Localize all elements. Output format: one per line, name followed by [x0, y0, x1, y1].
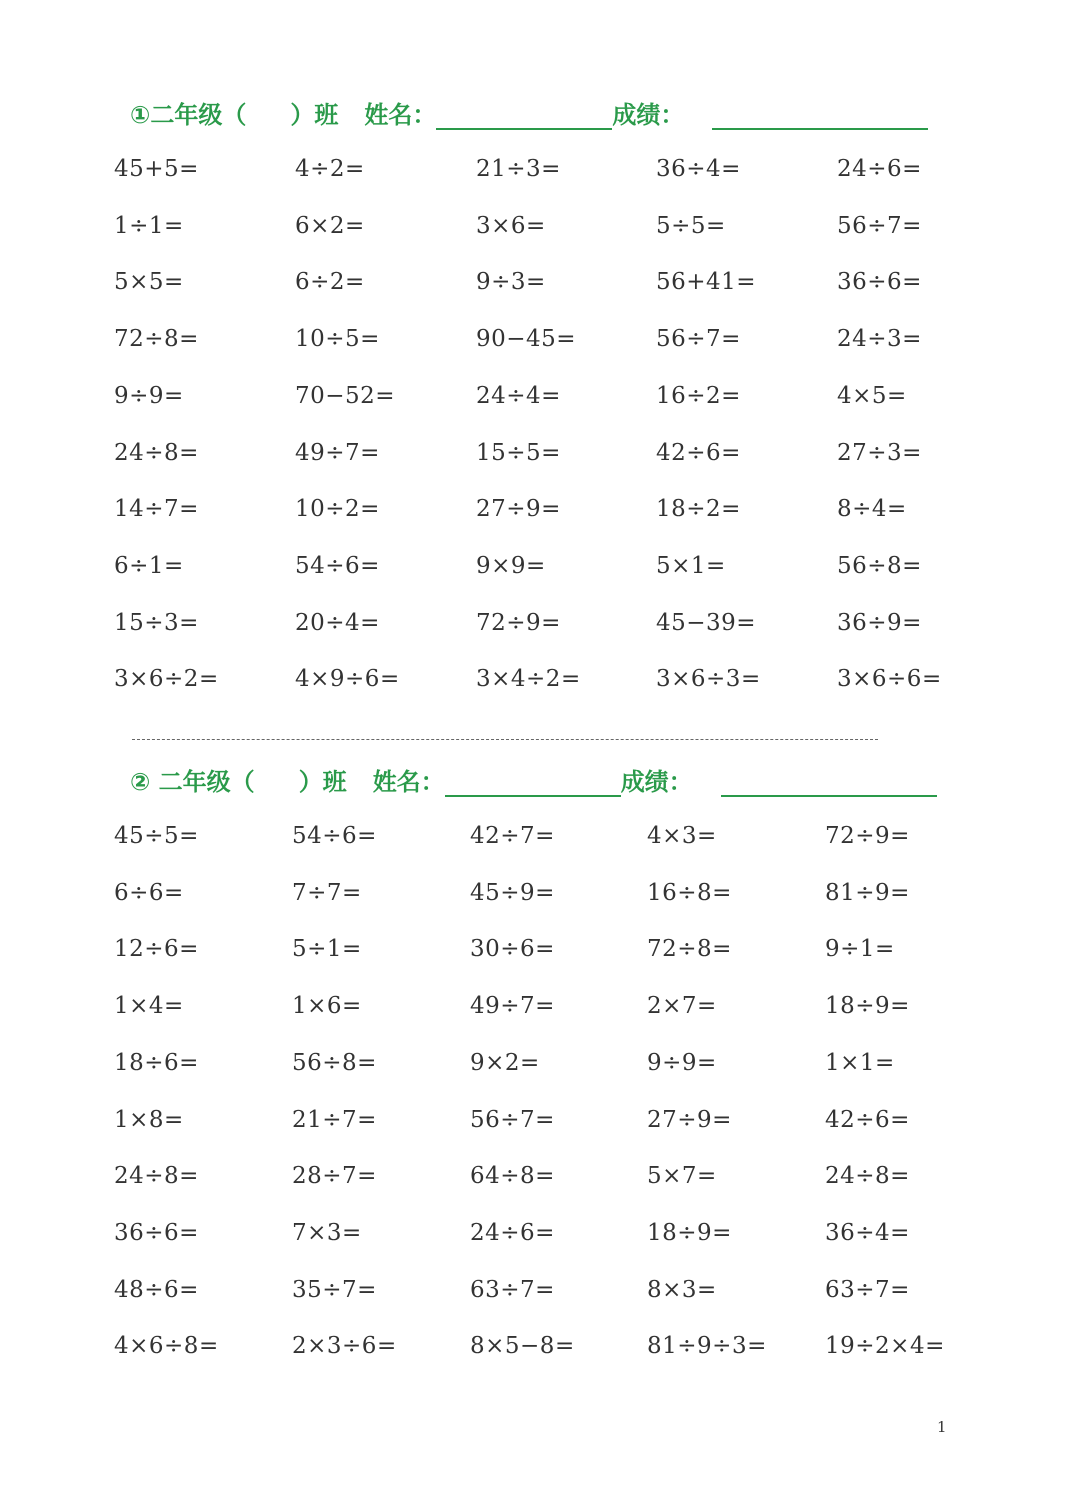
- math-problem: 6÷2=: [295, 269, 365, 296]
- math-problem: 14÷7=: [114, 496, 199, 523]
- sheet-2-grade-label: ② 二年级（: [130, 768, 255, 796]
- math-problem: 21÷7=: [292, 1106, 377, 1133]
- math-problem: 3×4÷2=: [476, 666, 581, 693]
- problem-row: [0, 269, 1080, 309]
- problem-row: [0, 1163, 1080, 1203]
- sheet-1-name-label: 姓名：: [364, 101, 437, 129]
- math-problem: 42÷6=: [656, 439, 741, 466]
- sheet-1-score-field[interactable]: [712, 102, 928, 130]
- math-problem: 3×6=: [476, 212, 546, 239]
- math-problem: 1×6=: [292, 993, 362, 1020]
- math-problem: 19÷2×4=: [825, 1333, 945, 1360]
- math-problem: 28÷7=: [292, 1163, 377, 1190]
- sheet-2-name-label: 姓名：: [372, 768, 445, 796]
- math-problem: 3×6÷3=: [656, 666, 761, 693]
- math-problem: 5×5=: [114, 269, 184, 296]
- math-problem: 16÷8=: [647, 879, 732, 906]
- math-problem: 45+5=: [114, 156, 199, 182]
- math-problem: 2×3÷6=: [292, 1333, 397, 1360]
- page-number: 1: [937, 1418, 947, 1436]
- problem-row: [0, 610, 1080, 650]
- math-problem: 54÷6=: [292, 823, 377, 849]
- math-problem: 70−52=: [295, 382, 396, 409]
- math-problem: 42÷6=: [825, 1106, 910, 1133]
- math-problem: 4×3=: [647, 823, 717, 849]
- math-problem: 45−39=: [656, 609, 757, 636]
- math-problem: 27÷9=: [476, 496, 561, 523]
- math-problem: 27÷9=: [647, 1106, 732, 1133]
- math-problem: 2×7=: [647, 993, 717, 1020]
- problem-row: [0, 1220, 1080, 1260]
- math-problem: 56÷7=: [656, 326, 741, 353]
- math-problem: 30÷6=: [470, 936, 555, 963]
- problem-row: [0, 1107, 1080, 1147]
- math-problem: 35÷7=: [292, 1276, 377, 1303]
- math-problem: 9÷3=: [476, 269, 546, 296]
- problem-row: [0, 496, 1080, 536]
- math-problem: 36÷9=: [837, 609, 922, 636]
- problem-row: [0, 326, 1080, 366]
- problem-row: [0, 1050, 1080, 1090]
- math-problem: 18÷9=: [825, 993, 910, 1020]
- math-problem: 72÷8=: [647, 936, 732, 963]
- math-problem: 8×3=: [647, 1276, 717, 1303]
- math-problem: 4×5=: [837, 382, 907, 409]
- math-problem: 36÷4=: [656, 156, 741, 182]
- math-problem: 8×5−8=: [470, 1333, 575, 1360]
- math-problem: 3×6÷2=: [114, 666, 219, 693]
- sheet-1-name-field[interactable]: [436, 102, 612, 130]
- sheet-2-header: [130, 761, 937, 797]
- math-problem: 36÷4=: [825, 1219, 910, 1246]
- math-problem: 10÷2=: [295, 496, 380, 523]
- math-problem: 1×4=: [114, 993, 184, 1020]
- math-problem: 1×8=: [114, 1106, 184, 1133]
- math-problem: 5×1=: [656, 552, 726, 579]
- math-problem: 1×1=: [825, 1049, 895, 1076]
- math-problem: 72÷9=: [825, 823, 910, 849]
- math-problem: 45÷9=: [470, 879, 555, 906]
- math-problem: 81÷9÷3=: [647, 1333, 767, 1360]
- math-problem: 45÷5=: [114, 823, 199, 849]
- math-problem: 27÷3=: [837, 439, 922, 466]
- math-problem: 24÷8=: [825, 1163, 910, 1190]
- problem-row: [0, 156, 1080, 196]
- math-problem: 36÷6=: [837, 269, 922, 296]
- math-problem: 16÷2=: [656, 382, 741, 409]
- math-problem: 5÷1=: [292, 936, 362, 963]
- sheet-1-grade-label: ①二年级（: [130, 101, 247, 129]
- math-problem: 18÷6=: [114, 1049, 199, 1076]
- math-problem: 49÷7=: [470, 993, 555, 1020]
- math-problem: 63÷7=: [470, 1276, 555, 1303]
- math-problem: 24÷8=: [114, 439, 199, 466]
- problem-row: [0, 1333, 1080, 1373]
- math-problem: 7×3=: [292, 1219, 362, 1246]
- math-problem: 56÷7=: [470, 1106, 555, 1133]
- sheet-2-class-label: ）班: [298, 768, 347, 796]
- math-problem: 6÷6=: [114, 879, 184, 906]
- math-problem: 48÷6=: [114, 1276, 199, 1303]
- math-problem: 24÷6=: [470, 1219, 555, 1246]
- problem-row: [0, 553, 1080, 593]
- problem-row: [0, 880, 1080, 920]
- math-problem: 54÷6=: [295, 552, 380, 579]
- sheet-2-score-field[interactable]: [721, 769, 937, 797]
- math-problem: 81÷9=: [825, 879, 910, 906]
- problem-row: [0, 666, 1080, 706]
- math-problem: 72÷8=: [114, 326, 199, 353]
- math-problem: 24÷6=: [837, 156, 922, 182]
- math-problem: 9×2=: [470, 1049, 540, 1076]
- math-problem: 6×2=: [295, 212, 365, 239]
- sheet-2-score-label: 成绩：: [620, 768, 693, 796]
- math-problem: 4÷2=: [295, 156, 365, 182]
- math-problem: 90−45=: [476, 326, 577, 353]
- math-problem: 9÷1=: [825, 936, 895, 963]
- math-problem: 56÷8=: [292, 1049, 377, 1076]
- problem-row: [0, 936, 1080, 976]
- math-problem: 18÷2=: [656, 496, 741, 523]
- math-problem: 15÷3=: [114, 609, 199, 636]
- sheet-1-header: [130, 94, 928, 130]
- math-problem: 36÷6=: [114, 1219, 199, 1246]
- math-problem: 7÷7=: [292, 879, 362, 906]
- math-problem: 56÷7=: [837, 212, 922, 239]
- math-problem: 64÷8=: [470, 1163, 555, 1190]
- math-problem: 3×6÷6=: [837, 666, 942, 693]
- math-problem: 5÷5=: [656, 212, 726, 239]
- math-problem: 9÷9=: [647, 1049, 717, 1076]
- math-problem: 63÷7=: [825, 1276, 910, 1303]
- math-problem: 56÷8=: [837, 552, 922, 579]
- math-problem: 10÷5=: [295, 326, 380, 353]
- sheet-2-name-field[interactable]: [445, 769, 621, 797]
- math-problem: 24÷4=: [476, 382, 561, 409]
- math-problem: 5×7=: [647, 1163, 717, 1190]
- math-problem: 12÷6=: [114, 936, 199, 963]
- math-problem: 49÷7=: [295, 439, 380, 466]
- math-problem: 8÷4=: [837, 496, 907, 523]
- math-problem: 56+41=: [656, 269, 757, 296]
- math-problem: 72÷9=: [476, 609, 561, 636]
- math-problem: 4×6÷8=: [114, 1333, 219, 1360]
- problem-row: [0, 1277, 1080, 1317]
- sheet-1-score-label: 成绩：: [612, 101, 685, 129]
- problem-row: [0, 383, 1080, 423]
- problem-row: [0, 993, 1080, 1033]
- math-problem: 9×9=: [476, 552, 546, 579]
- math-problem: 18÷9=: [647, 1219, 732, 1246]
- math-problem: 4×9÷6=: [295, 666, 400, 693]
- problem-row: [0, 213, 1080, 253]
- math-problem: 21÷3=: [476, 156, 561, 182]
- math-problem: 20÷4=: [295, 609, 380, 636]
- math-problem: 15÷5=: [476, 439, 561, 466]
- sheet-1-class-label: ）班: [290, 101, 339, 129]
- math-problem: 42÷7=: [470, 823, 555, 849]
- cut-divider: [132, 739, 878, 740]
- problem-row: [0, 440, 1080, 480]
- math-problem: 1÷1=: [114, 212, 184, 239]
- math-problem: 24÷3=: [837, 326, 922, 353]
- math-problem: 24÷8=: [114, 1163, 199, 1190]
- math-problem: 9÷9=: [114, 382, 184, 409]
- problem-row: [0, 823, 1080, 863]
- math-problem: 6÷1=: [114, 552, 184, 579]
